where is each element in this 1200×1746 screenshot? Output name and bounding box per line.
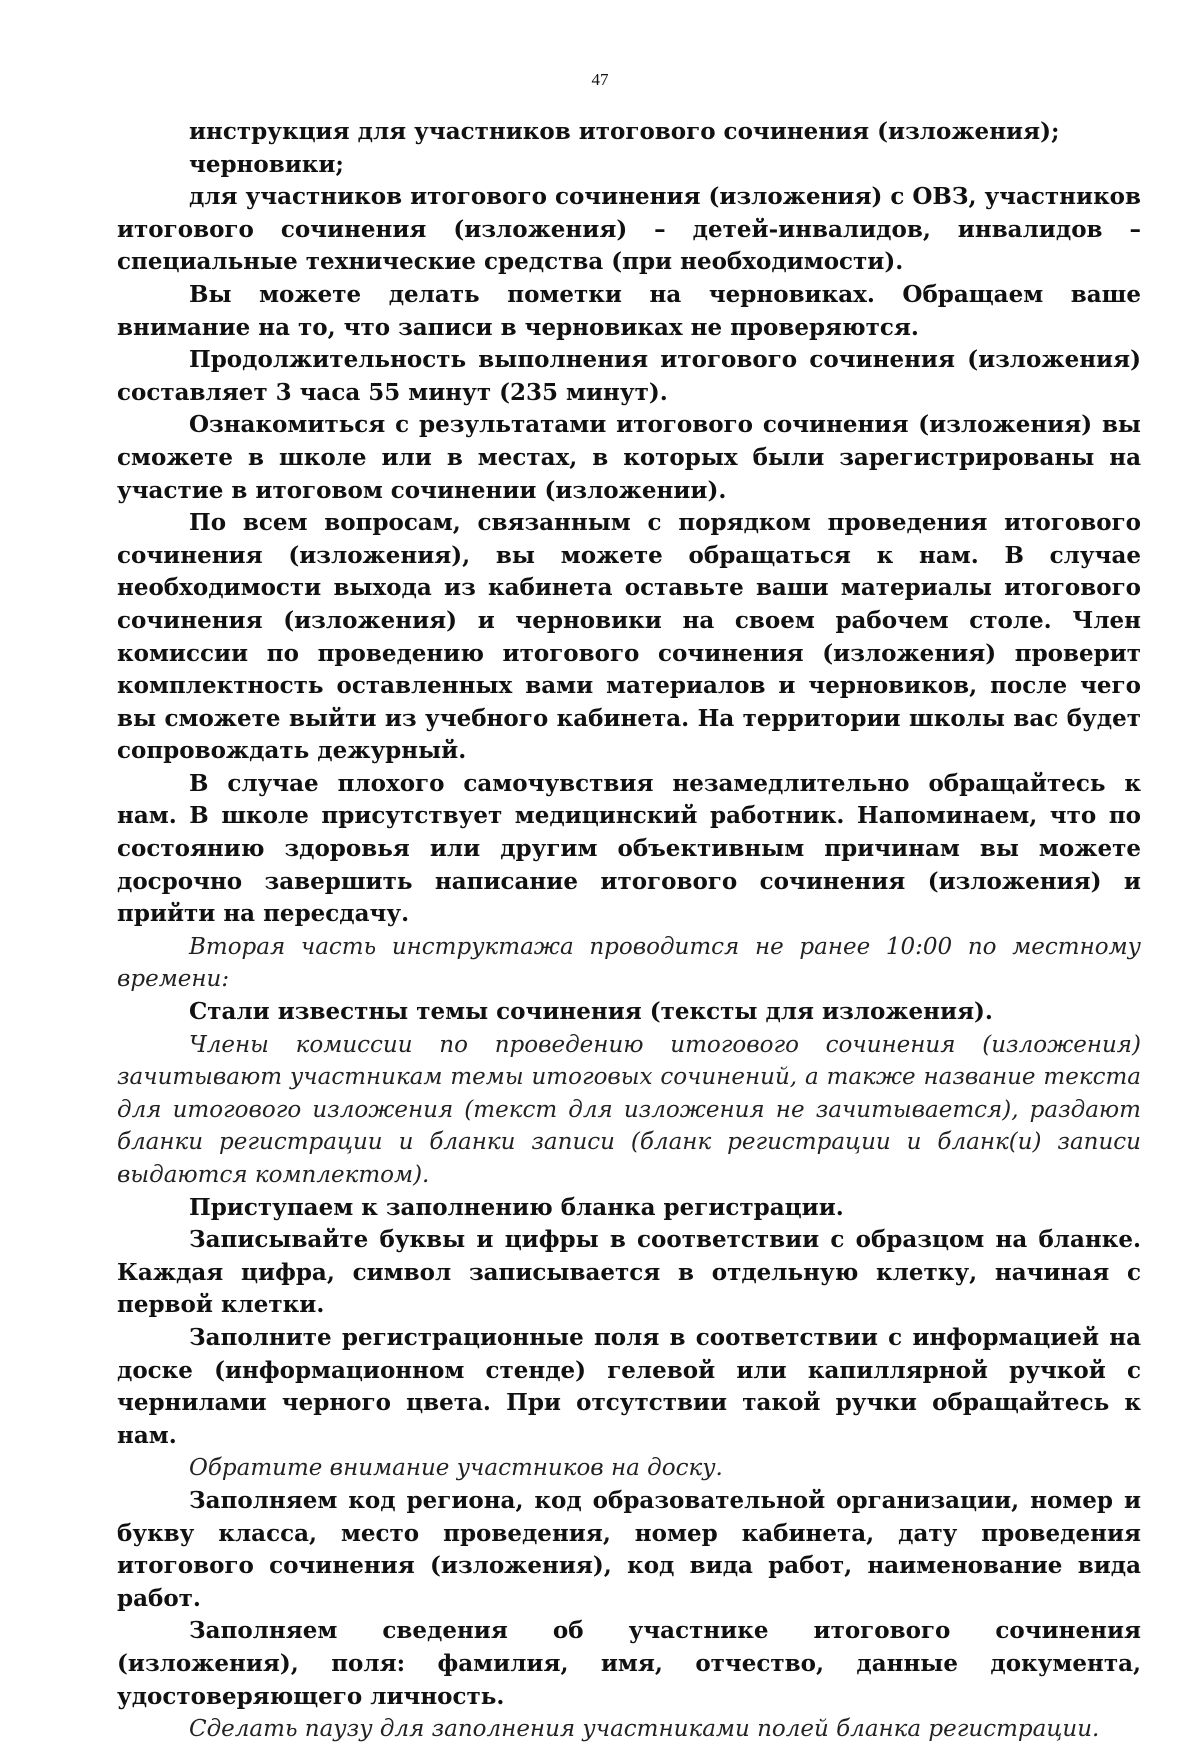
paragraph-fill-codes: Заполняем код региона, код образовательной организации, номер и букву класса, место проведения, номер кабинета, дату проведения итогового сочинения (изложения), код вида работ, наименование вида работ. bbox=[117, 1486, 1141, 1612]
paragraph-questions-leaving: По всем вопросам, связанным с порядком проведения итогового сочинения (изложения), вы можете обращаться к нам. В случае необходимости выхода из кабинета оставьте ваши материалы итогового сочинения (изложения) и черновики на своем рабочем столе. Член комиссии по проведению итогового сочинения (изложения) проверит комплектность оставленных вами материалов и черновиков, после чего вы сможете выйти из учебного кабинета. На территории школы вас будет сопровождать дежурный. bbox=[117, 509, 1141, 765]
paragraph-start-registration: Приступаем к заполнению бланка регистрации. bbox=[189, 1193, 844, 1221]
paragraph-pause-note: Сделать паузу для заполнения участниками полей бланка регистрации. bbox=[189, 1716, 1100, 1743]
paragraph-draft-notes: Вы можете делать пометки на черновиках. Обращаем ваше внимание на то, что записи в черновиках не проверяются. bbox=[117, 280, 1141, 341]
paragraph-write-letters: Записывайте буквы и цифры в соответствии с образцом на бланке. Каждая цифра, символ записывается в отдельную клетку, начиная с первой клетки. bbox=[117, 1226, 1141, 1319]
paragraph-commission-note: Члены комиссии по проведению итогового сочинения (изложения) зачитывают участникам темы итоговых сочинений, а также название текста для итогового изложения (текст для изложения не зачитывается), раздают бланки регистрации и бланки записи (бланк регистрации и бланк(и) записи выдаются комплектом). bbox=[117, 1031, 1141, 1188]
page-number: 47 bbox=[591, 70, 609, 89]
paragraph-participant-info: Заполняем сведения об участнике итогового сочинения (изложения), поля: фамилия, имя, отчество, данные документа, удостоверяющего личность. bbox=[117, 1617, 1141, 1710]
paragraph-drafts-item: черновики; bbox=[189, 150, 344, 178]
paragraph-results: Ознакомиться с результатами итогового сочинения (изложения) вы сможете в школе или в местах, в которых были зарегистрированы на участие в итоговом сочинении (изложении). bbox=[117, 411, 1141, 504]
paragraph-special-means-item: для участников итогового сочинения (изложения) с ОВЗ, участников итогового сочинения (изложения) – детей-инвалидов, инвалидов – специальные технические средства (при необходимости). bbox=[117, 183, 1141, 276]
paragraph-duration: Продолжительность выполнения итогового сочинения (изложения) составляет 3 часа 55 минут (235 минут). bbox=[117, 346, 1141, 406]
document-body bbox=[117, 116, 1141, 1746]
paragraph-fill-fields: Заполните регистрационные поля в соответствии с информацией на доске (информационном стенде) гелевой или капиллярной ручкой с чернилами черного цвета. При отсутствии такой ручки обращайтесь к нам. bbox=[117, 1323, 1141, 1449]
paragraph-topics-known: Стали известны темы сочинения (тексты для изложения). bbox=[189, 998, 993, 1026]
paragraph-second-part-note: Вторая часть инструктажа проводится не ранее 10:00 по местному времени: bbox=[117, 933, 1141, 993]
paragraph-board-note: Обратите внимание участников на доску. bbox=[189, 1455, 723, 1482]
paragraph-health: В случае плохого самочувствия незамедлительно обращайтесь к нам. В школе присутствует медицинский работник. Напоминаем, что по состоянию здоровья или другим объективным причинам вы можете досрочно завершить написание итогового сочинения (изложения) и прийти на пересдачу. bbox=[117, 769, 1141, 928]
paragraph-instruction-item: инструкция для участников итогового сочинения (изложения); bbox=[189, 118, 1060, 145]
